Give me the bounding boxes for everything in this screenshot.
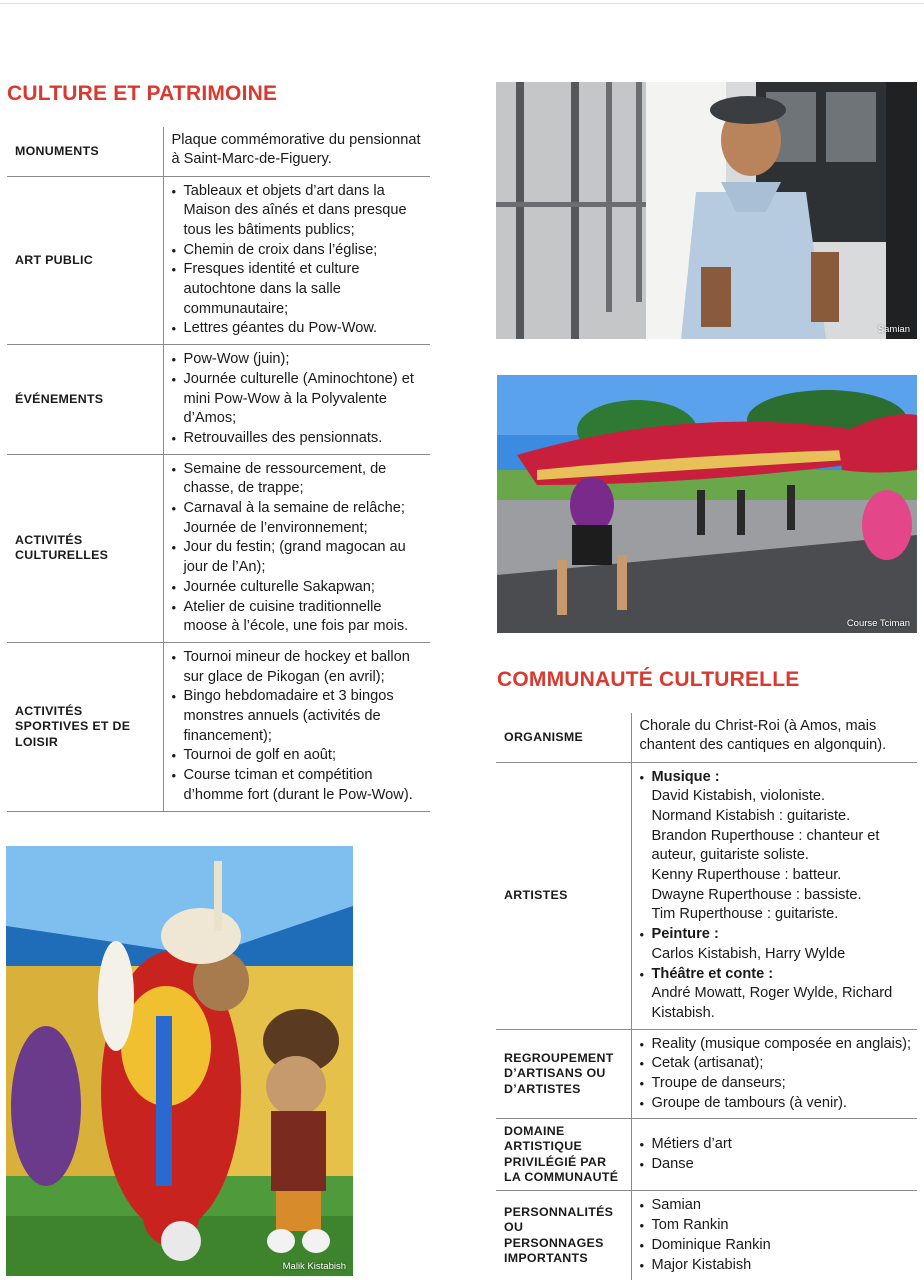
peinture-text: Carlos Kistabish, Harry Wylde <box>651 945 846 962</box>
table-row <box>496 713 917 762</box>
row-value-domaine <box>631 1119 917 1191</box>
samian-illustration <box>496 82 917 339</box>
list-item: • Course tciman et compétition d’homme fort (durant le Pow-Wow). <box>172 766 427 805</box>
list-item: • Cetak (artisanat); <box>640 1054 914 1074</box>
list-item: • Carnaval à la semaine de relâche; Journée de l’environnement; <box>172 499 427 538</box>
list-item: • Tableaux et objets d’art dans la Maison des aînés et dans presque tous les bâtiments publics; <box>172 182 427 241</box>
row-value-art-public <box>163 176 430 345</box>
row-value-evenements <box>163 345 430 455</box>
peinture-heading: • Peinture : <box>651 926 719 943</box>
list-item: • Fresques identité et culture autochtone dans la salle communautaire; <box>172 260 427 319</box>
row-label-artistes: ARTISTES <box>496 762 631 1029</box>
culture-heading: CULTURE ET PATRIMOINE <box>7 82 278 105</box>
row-label-evenements: ÉVÉNEMENTS <box>7 345 163 455</box>
list-item: • Journée culturelle (Aminochtone) et mini Pow-Wow à la Polyvalente d’Amos; <box>172 370 427 429</box>
list-item: • Atelier de cuisine traditionnelle moose à l’école, une fois par mois. <box>172 598 427 637</box>
photo-credit-samian: Samian <box>877 324 910 335</box>
list-item: • Troupe de danseurs; <box>640 1074 914 1094</box>
row-value-regroupement <box>631 1029 917 1119</box>
row-label-activites-culturelles: ACTIVITÉS CULTURELLES <box>7 454 163 642</box>
samian-photo <box>496 82 917 339</box>
theatre-text: André Mowatt, Roger Wylde, Richard Kistabish. <box>651 985 893 1021</box>
list-item: • Major Kistabish <box>640 1256 914 1276</box>
list-item: • Dominique Rankin <box>640 1236 914 1256</box>
musique-line: Kenny Ruperthouse : batteur. <box>651 867 842 884</box>
row-value-artistes <box>631 762 917 1029</box>
row-value-organisme: Chorale du Christ-Roi (à Amos, mais chantent des cantiques en algonquin). <box>631 713 917 762</box>
row-label-domaine: DOMAINE ARTISTIQUE PRIVILÉGIÉ PAR LA COMMUNAUTÉ <box>496 1119 631 1191</box>
list-item: • Chemin de croix dans l’église; <box>172 241 427 261</box>
list-item: • Tournoi de golf en août; <box>172 746 427 766</box>
row-value-activites-culturelles <box>163 454 430 642</box>
activites-sportives-list <box>172 648 427 806</box>
canoe-photo <box>497 375 917 633</box>
musique-line: Tim Ruperthouse : guitariste. <box>651 906 839 923</box>
art-public-list <box>172 182 427 340</box>
regroupement-list <box>640 1035 914 1114</box>
list-item: • Tournoi mineur de hockey et ballon sur glace de Pikogan (en avril); <box>172 648 427 687</box>
dancer-photo <box>6 846 353 1276</box>
table-row <box>496 1029 917 1119</box>
table-row <box>7 454 430 642</box>
list-item: • Lettres géantes du Pow-Wow. <box>172 319 427 339</box>
row-label-personnalites: PERSONNALITÉS OU PERSONNAGES IMPORTANTS <box>496 1191 631 1280</box>
table-row <box>496 1119 917 1191</box>
culture-table <box>7 127 430 812</box>
theatre-heading: • Théâtre et conte : <box>651 965 774 982</box>
list-item: • Semaine de ressourcement, de chasse, de trappe; <box>172 460 427 499</box>
table-row <box>7 642 430 811</box>
musique-line: Dwayne Ruperthouse : bassiste. <box>651 886 862 903</box>
canoe-illustration <box>497 375 917 633</box>
evenements-list <box>172 350 427 449</box>
list-item: • Reality (musique composée en anglais); <box>640 1035 914 1055</box>
list-item: • Groupe de tambours (à venir). <box>640 1094 914 1114</box>
row-value-activites-sportives <box>163 642 430 811</box>
row-label-activites-sportives: ACTIVITÉS SPORTIVES ET DE LOISIR <box>7 642 163 811</box>
personnalites-list <box>640 1196 914 1275</box>
musique-line: David Kistabish, violoniste. <box>651 788 826 805</box>
list-item: • Tom Rankin <box>640 1216 914 1236</box>
musique-heading: • Musique : <box>651 768 720 785</box>
musique-line: Brandon Ruperthouse : chanteur et auteur, guitariste soliste. <box>651 827 880 864</box>
list-item-theatre <box>640 965 914 1024</box>
community-heading: COMMUNAUTÉ CULTURELLE <box>497 668 800 691</box>
list-item: • Journée culturelle Sakapwan; <box>172 578 427 598</box>
activites-culturelles-list <box>172 460 427 637</box>
top-rule <box>0 3 924 4</box>
table-row <box>496 762 917 1029</box>
list-item: • Métiers d’art <box>640 1135 914 1155</box>
list-item: • Samian <box>640 1196 914 1216</box>
list-item: • Retrouvailles des pensionnats. <box>172 429 427 449</box>
table-row <box>7 176 430 345</box>
list-item: • Danse <box>640 1155 914 1175</box>
list-item: • Bingo hebdomadaire et 3 bingos monstres annuels (activités de financement); <box>172 687 427 746</box>
row-label-regroupement: REGROUPEMENT D’ARTISANS OU D’ARTISTES <box>496 1029 631 1119</box>
table-row <box>7 127 430 176</box>
photo-credit-canoe: Course Tciman <box>846 618 910 629</box>
row-value-personnalites <box>631 1191 917 1280</box>
table-row <box>7 345 430 455</box>
dancer-illustration <box>6 846 353 1276</box>
table-row <box>496 1191 917 1280</box>
list-item: • Jour du festin; (grand magocan au jour de l’An); <box>172 538 427 577</box>
community-table <box>496 713 917 1280</box>
photo-credit-dancer: Malik Kistabish <box>282 1261 346 1272</box>
row-label-organisme: ORGANISME <box>496 713 631 762</box>
list-item: • Pow-Wow (juin); <box>172 350 427 370</box>
artistes-list <box>640 768 914 1024</box>
musique-line: Normand Kistabish : guitariste. <box>651 807 851 824</box>
row-value-monuments: Plaque commémorative du pensionnat à Saint-Marc-de-Figuery. <box>163 127 430 176</box>
list-item-musique <box>640 768 914 926</box>
row-label-art-public: ART PUBLIC <box>7 176 163 345</box>
row-label-monuments: MONUMENTS <box>7 127 163 176</box>
domaine-list <box>640 1135 914 1174</box>
list-item-peinture <box>640 925 914 964</box>
